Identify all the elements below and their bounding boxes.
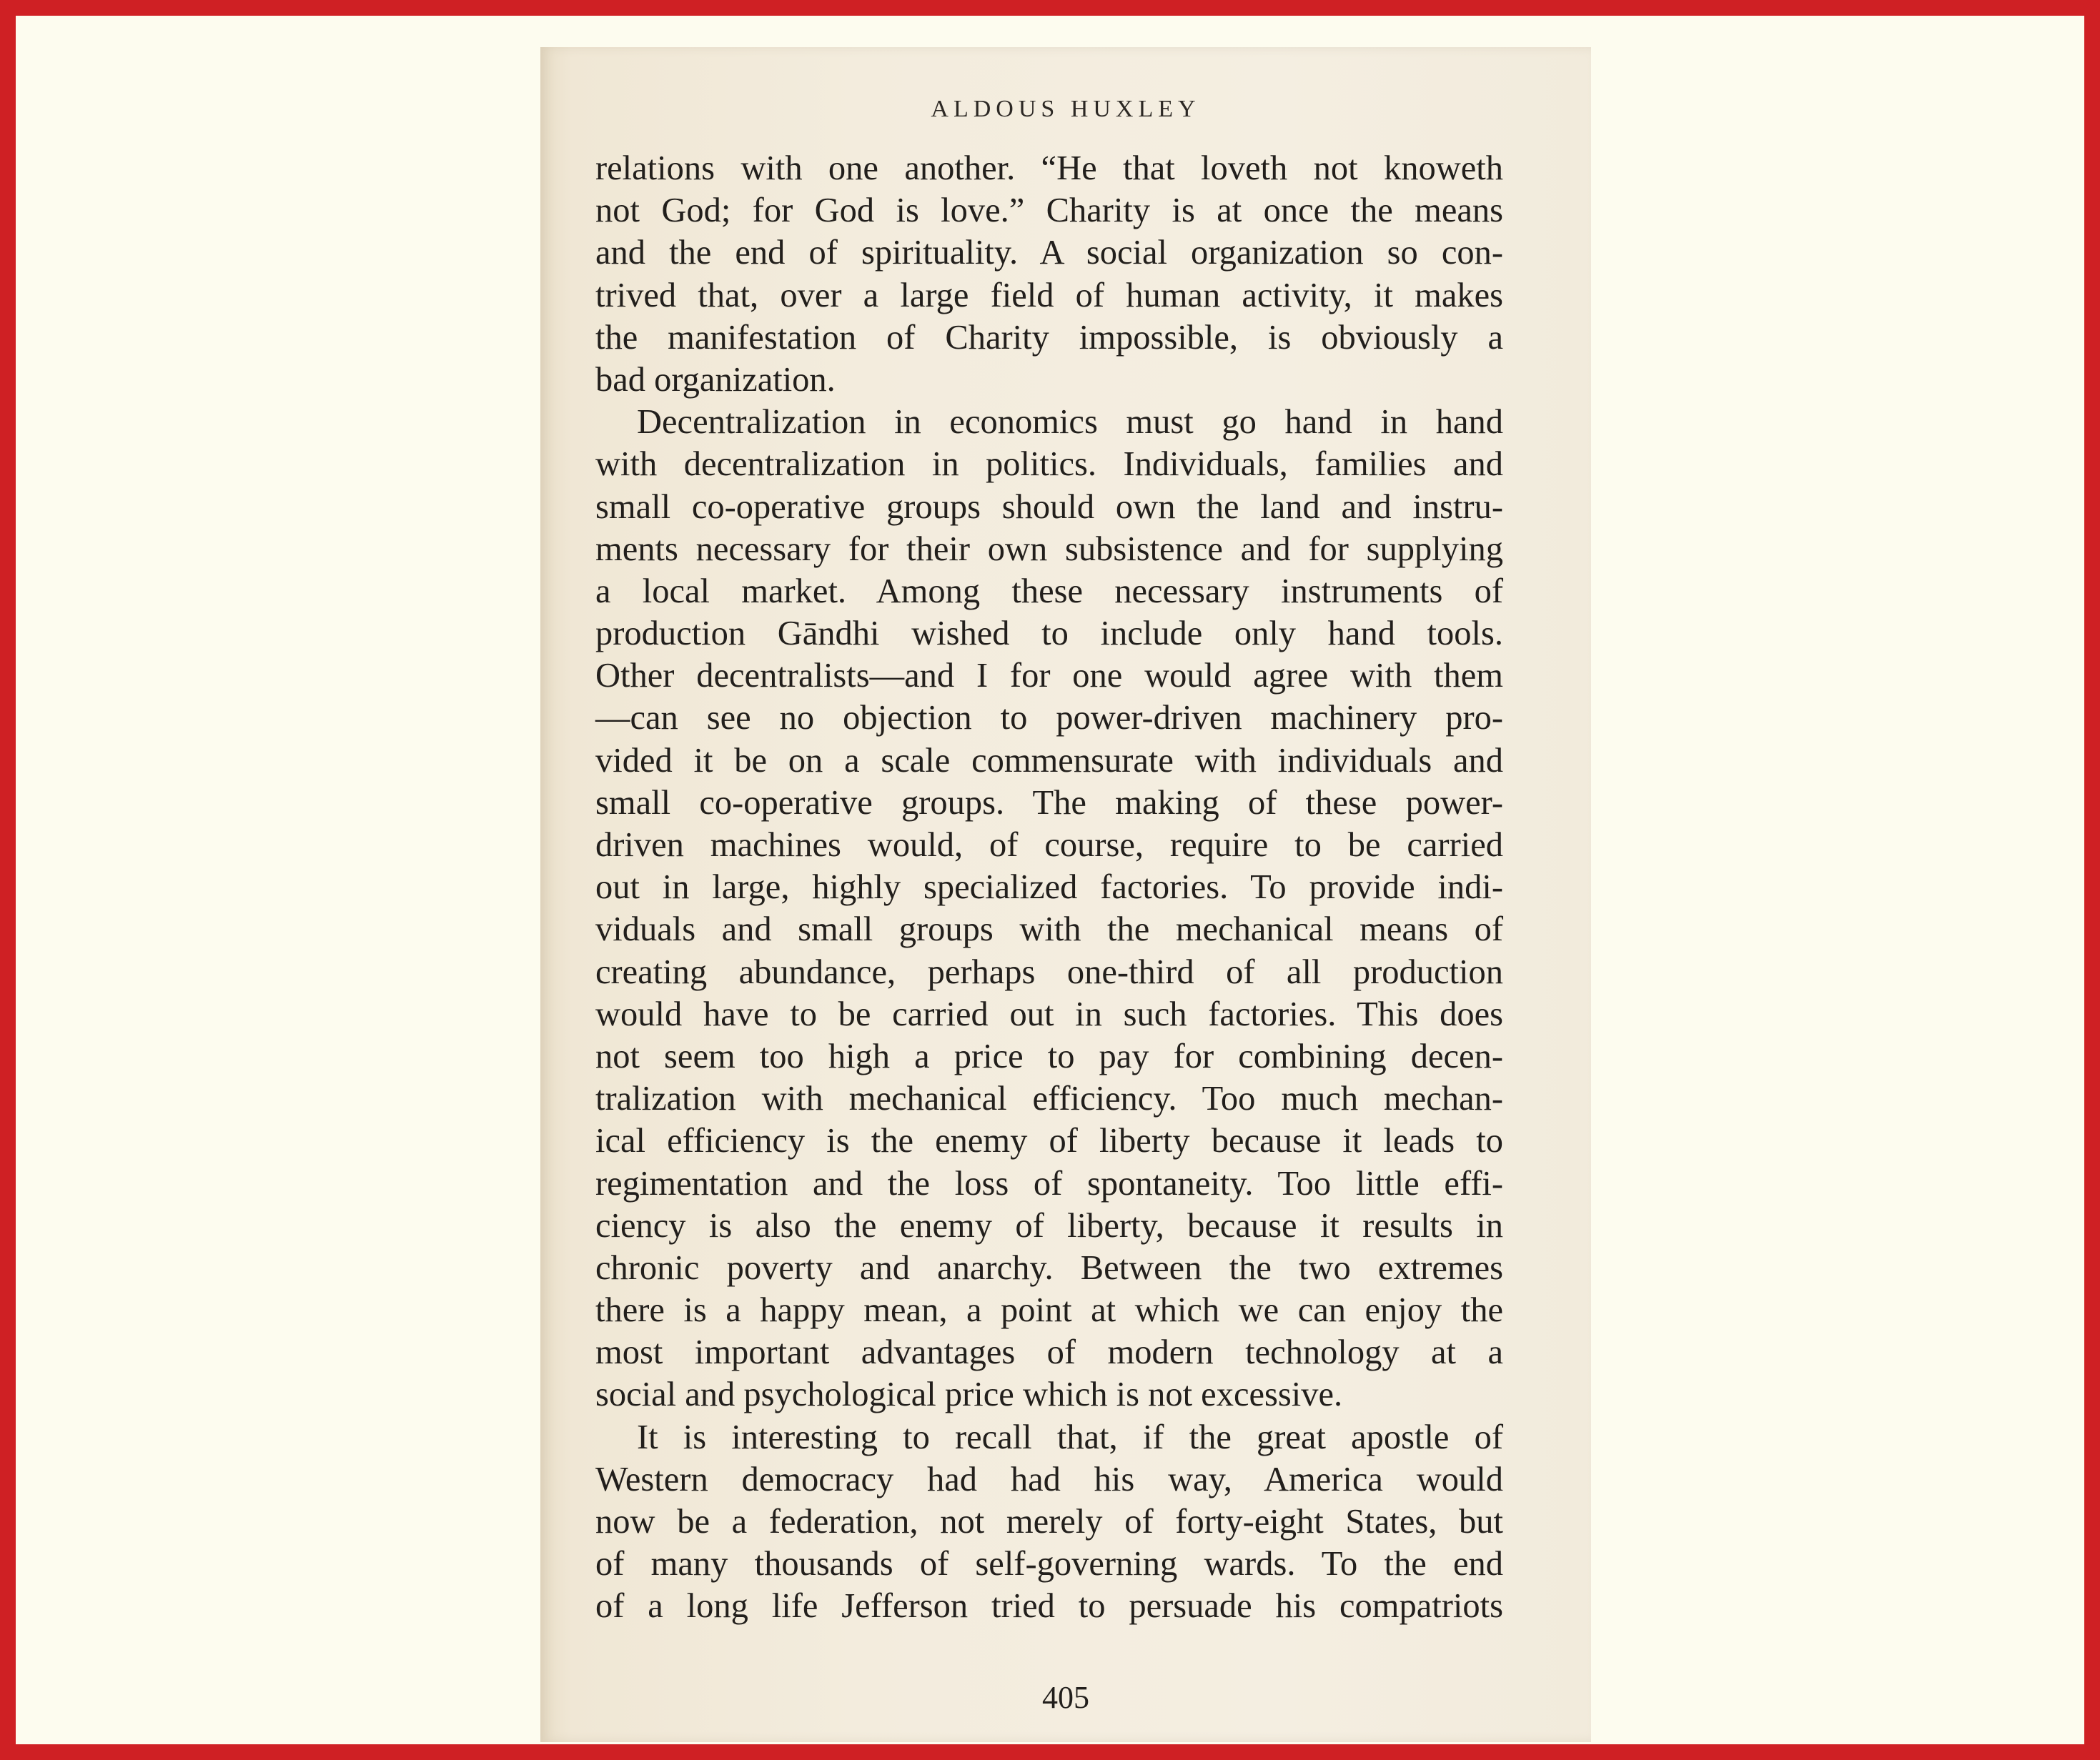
text-line: Western democracy had had his way, America would <box>595 1460 1503 1498</box>
paragraph <box>595 1416 1503 1628</box>
text-line: and the end of spirituality. A social organization so con- <box>595 234 1503 272</box>
page-number: 405 <box>1042 1680 1089 1715</box>
text-line: Other decentralists—and I for one would agree with them <box>595 657 1503 695</box>
text-line: bad organization. <box>595 360 836 399</box>
text-line: ical efficiency is the enemy of liberty because it leads to <box>595 1122 1503 1160</box>
text-line: ciency is also the enemy of liberty, because it results in <box>595 1206 1503 1245</box>
text-line: the manifestation of Charity impossible, is obviously a <box>595 318 1503 357</box>
text-line: there is a happy mean, a point at which we can enjoy the <box>595 1291 1503 1330</box>
text-line: small co-operative groups. The making of these power- <box>595 783 1503 822</box>
text-line: production Gāndhi wished to include only hand tools. <box>595 615 1503 653</box>
body-text <box>595 147 1503 1628</box>
paragraph <box>595 401 1503 1416</box>
text-line: trived that, over a large field of human activity, it makes <box>595 276 1503 314</box>
text-line: vided it be on a scale commensurate with individuals and <box>595 741 1503 780</box>
text-line: of many thousands of self-governing wards. To the end <box>595 1545 1503 1583</box>
text-line: of a long life Jefferson tried to persuade his compatriots <box>595 1587 1503 1626</box>
text-line: ments necessary for their own subsistence and for supplying <box>595 530 1503 568</box>
paragraph <box>595 147 1503 401</box>
text-line: relations with one another. “He that loveth not knoweth <box>595 149 1503 187</box>
text-line: Decentralization in economics must go hand in hand <box>637 403 1503 442</box>
running-head: ALDOUS HUXLEY <box>931 96 1201 122</box>
text-line: —can see no objection to power-driven machinery pro- <box>595 699 1503 737</box>
text-line: with decentralization in politics. Individuals, families and <box>595 445 1503 484</box>
text-line: not seem too high a price to pay for combining decen- <box>595 1037 1503 1075</box>
text-line: chronic poverty and anarchy. Between the two extremes <box>595 1248 1503 1287</box>
text-line: creating abundance, perhaps one-third of all production <box>595 953 1503 991</box>
text-line: most important advantages of modern technology at a <box>595 1333 1503 1372</box>
book-page <box>540 47 1591 1742</box>
text-line: small co-operative groups should own the land and instru- <box>595 487 1503 526</box>
text-line: viduals and small groups with the mechanical means of <box>595 910 1503 949</box>
text-line: not God; for God is love.” Charity is at once the means <box>595 192 1503 230</box>
text-line: now be a federation, not merely of forty-eight States, but <box>595 1503 1503 1541</box>
text-line: out in large, highly specialized factories. To provide indi- <box>595 868 1503 907</box>
text-line: It is interesting to recall that, if the great apostle of <box>637 1418 1503 1456</box>
text-line: regimentation and the loss of spontaneity. Too little effi- <box>595 1164 1503 1203</box>
text-line: driven machines would, of course, require to be carried <box>595 826 1503 864</box>
text-line: tralization with mechanical efficiency. Too much mechan- <box>595 1080 1503 1118</box>
text-line: social and psychological price which is not excessive. <box>595 1376 1343 1414</box>
text-line: would have to be carried out in such factories. This does <box>595 995 1503 1033</box>
text-line: a local market. Among these necessary instruments of <box>595 572 1503 610</box>
